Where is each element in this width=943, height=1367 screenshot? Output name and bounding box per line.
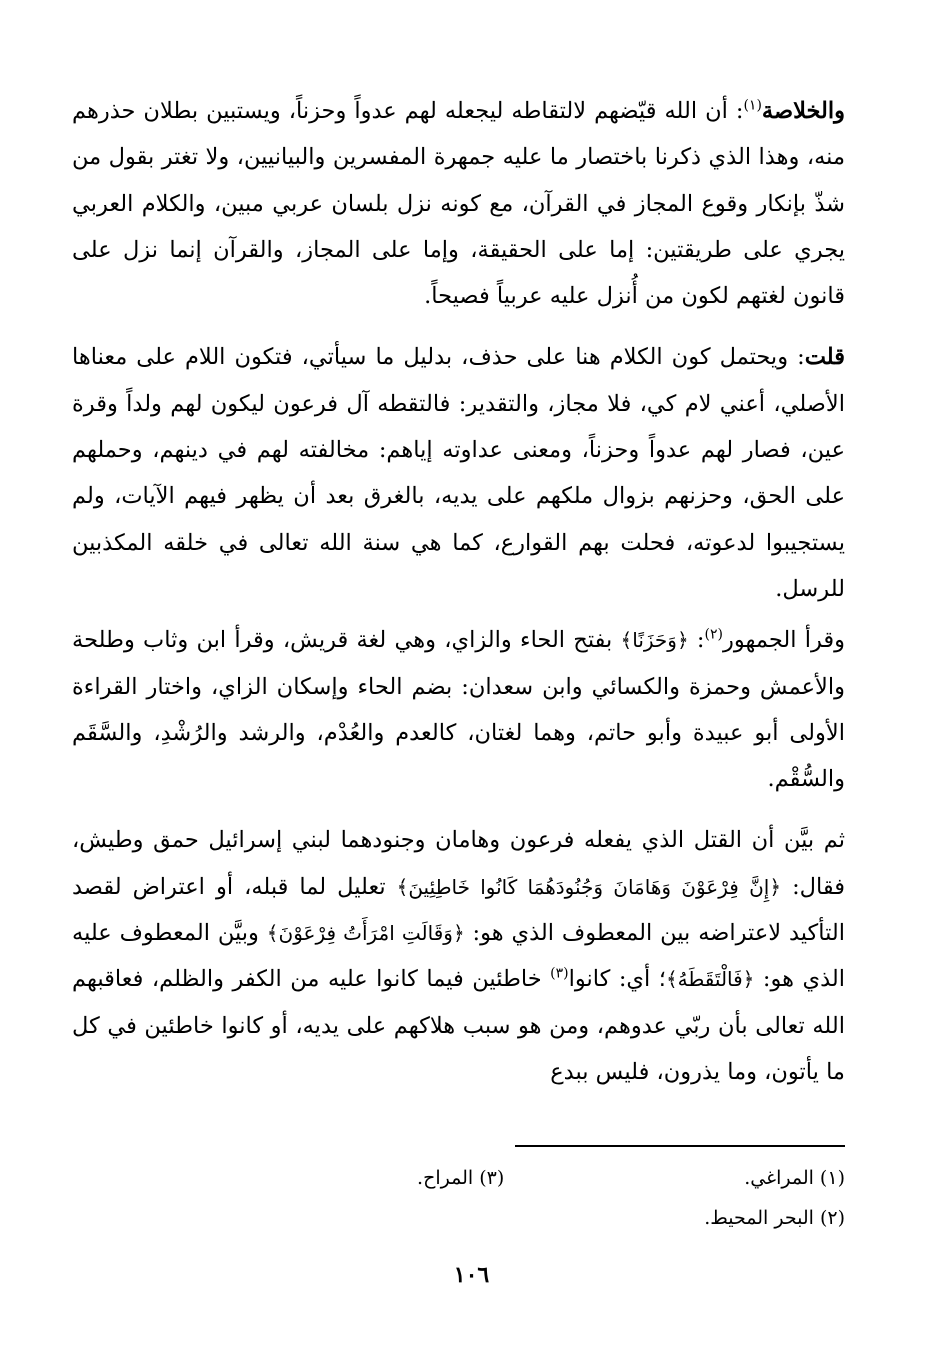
footnote-row xyxy=(72,1158,845,1198)
footnote-1: (١) المراغي. xyxy=(744,1167,845,1189)
paragraph-body: وبيَّن المعطوف عليه الذي هو: xyxy=(72,920,845,993)
paragraph-summary xyxy=(72,88,845,319)
paragraph-qult xyxy=(72,334,845,612)
footnote-marker: (١) xyxy=(743,97,762,114)
footnote-marker: (٣) xyxy=(550,965,569,982)
footnote-divider xyxy=(515,1145,845,1147)
page-number: ١٠٦ xyxy=(453,1262,490,1288)
paragraph-body: بفتح الحاء والزاي، وهي لغة قريش، وقرأ ابن وثاب وطلحة والأعمش وحمزة والكسائي وابن سعدان: بضم الحاء وإسكان الزاي، واختار القراءة الأولى أبو عبيدة وأبو حاتم، وهما لغتان، كالعدم والعُدْم، والرشد والرُشْدِ، والسَّقَم والسُّقْم. xyxy=(72,627,845,793)
paragraph-body: خاطئين فيما كانوا عليه من الكفر والظلم، فعاقبهم الله تعالى بأن ربّي عدوهم، ومن هو سبب هلاكهم على يديه، أو كانوا خاطئين في كل ما يأتون، وما يذرون، فليس ببدع xyxy=(72,966,845,1085)
paragraph-body: ثم بيَّن أن القتل الذي يفعله فرعون وهامان وجنودهما لبني إسرائيل حمق وطيش، فقال: xyxy=(72,827,845,900)
paragraph-readings xyxy=(72,617,845,802)
quran-quote: ﴿وَقَالَتِ امْرَأَتُ فِرْعَوْنَ﴾ xyxy=(266,921,465,946)
paragraph-body: : xyxy=(688,627,705,654)
paragraph-lead: والخلاصة xyxy=(761,98,845,124)
quran-quote: ﴿إِنَّ فِرْعَوْنَ وَهَامَانَ وَجُنُودَهُمَا كَانُوا خَاطِئِينَ﴾ xyxy=(396,874,782,899)
paragraph-body: ؛ أي: كانوا xyxy=(568,966,666,993)
footnote-row xyxy=(72,1198,845,1238)
quran-quote: ﴿فَالْتَقَطَهُ﴾ xyxy=(665,967,755,992)
paragraph-body: وقرأ الجمهور xyxy=(722,627,845,654)
paragraph-lead: قلت xyxy=(804,344,845,371)
footnote-marker: (٢) xyxy=(704,626,723,643)
footnotes xyxy=(72,1158,845,1238)
paragraph-body: : أن الله قيّضهم لالتقاطه ليجعله لهم عدواً وحزناً، ويستبين بطلان حذرهم منه، وهذا الذي ذكرنا باختصار ما عليه جمهرة المفسرين والبيانيين، ولا تغتر بقول من شذّ بإنكار وقوع المجاز في القرآن، مع كونه نزل بلسان عربي مبين، والكلام العربي يجري على طريقتين: إما على الحقيقة، وإما على المجاز، والقرآن إنما نزل على قانون لغتهم لكون من أُنزل عليه عربياً فصيحاً. xyxy=(72,98,845,310)
footnote-3: (٣) المراح. xyxy=(417,1167,505,1189)
paragraph-explanation xyxy=(72,817,845,1095)
quran-quote: ﴿وَحَزَنًا﴾ xyxy=(620,628,689,653)
paragraph-body: : ويحتمل كون الكلام هنا على حذف، بدليل ما سيأتي، فتكون اللام على معناها الأصلي، أعني لام كي، فلا مجاز، والتقدير: فالتقطه آل فرعون ليكون لهم ولداً وقرة عين، فصار لهم عدواً وحزناً، ومعنى عداوته إياهم: مخالفته لهم في دينهم، وحملهم على الحق، وحزنهم بزوال ملكهم على يديه، بالغرق بعد أن يظهر فيهم الآيات، ولم يستجيبوا لدعوته، فحلت بهم القوارع، كما هي سنة الله تعالى في خلقه المكذبين للرسل. xyxy=(72,344,845,602)
paragraph-body: تعليل لما قبله، أو اعتراض لقصد التأكيد لاعتراضه بين المعطوف الذي هو: xyxy=(72,873,846,947)
main-text xyxy=(72,88,845,1095)
footnote-2: (٢) البحر المحيط. xyxy=(704,1207,845,1229)
